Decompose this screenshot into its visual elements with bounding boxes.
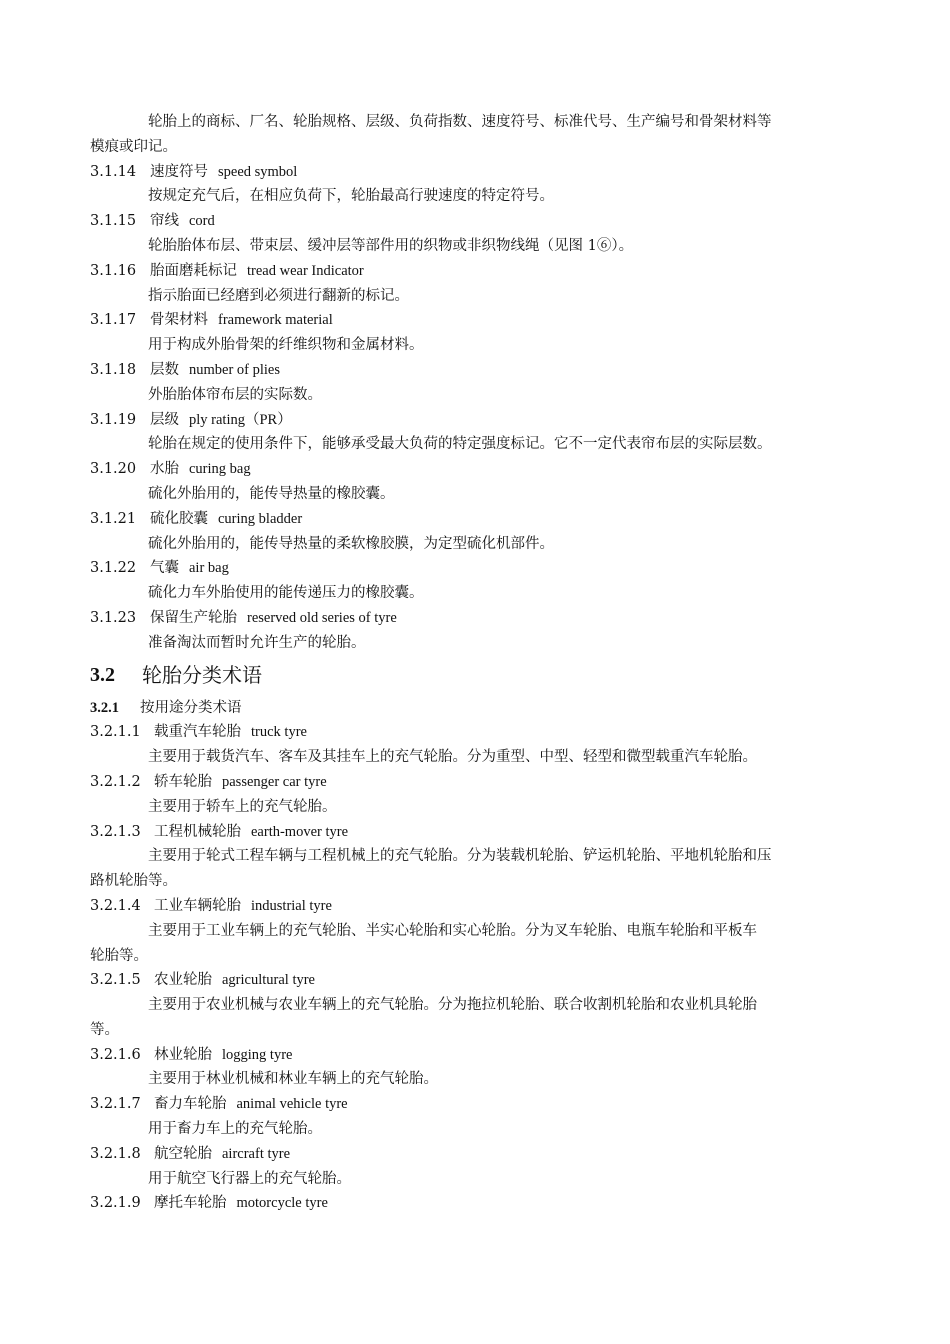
term-heading	[90, 1142, 862, 1167]
term-definition: 外胎胎体帘布层的实际数。	[148, 386, 322, 403]
term-heading	[90, 1043, 862, 1068]
term-definition: 轮胎胎体布层、带束层、缓冲层等部件用的织物或非织物线绳（见图 1⑥）。	[148, 237, 634, 254]
term-definition: 用于航空飞行器上的充气轮胎。	[148, 1170, 351, 1187]
term-definition-continued: 等。	[90, 1021, 119, 1038]
term-number: 3.1.22	[90, 560, 137, 577]
term-definition-continued: 轮胎等。	[90, 947, 148, 964]
term-chinese: 气囊	[150, 560, 179, 577]
intro-line-2: 模痕或印记。	[90, 138, 177, 155]
term-number: 3.1.15	[90, 213, 137, 230]
term-definition: 用于畜力车上的充气轮胎。	[148, 1121, 322, 1138]
term-english: curing bag	[189, 461, 251, 478]
term-english: air bag	[189, 560, 229, 577]
subsection-title: 按用途分类术语	[140, 699, 242, 716]
term-chinese: 骨架材料	[150, 312, 208, 329]
term-number: 3.1.18	[90, 361, 137, 378]
term-english: curing bladder	[218, 510, 303, 527]
term-definition: 主要用于轿车上的充气轮胎。	[148, 798, 337, 815]
term-english: tread wear Indicator	[247, 262, 364, 279]
term-number: 3.2.1.1	[90, 724, 141, 741]
term-number: 3.2.1.8	[90, 1145, 141, 1162]
term-definition: 按规定充气后，在相应负荷下，轮胎最高行驶速度的特定符号。	[148, 188, 554, 205]
term-chinese: 畜力车轮胎	[154, 1096, 227, 1113]
term-number: 3.2.1.3	[90, 823, 141, 840]
term-definition: 准备淘汰而暂时允许生产的轮胎。	[148, 634, 366, 651]
term-heading	[90, 894, 862, 919]
term-number: 3.2.1.5	[90, 972, 141, 989]
term-chinese: 胎面磨耗标记	[150, 262, 237, 279]
term-english: framework material	[218, 312, 333, 329]
term-definition: 主要用于工业车辆上的充气轮胎、半实心轮胎和实心轮胎。分为叉车轮胎、电瓶车轮胎和平板车	[148, 922, 757, 939]
term-heading	[90, 720, 862, 745]
term-number: 3.1.21	[90, 510, 137, 527]
term-definition: 硫化外胎用的，能传导热量的橡胶囊。	[148, 485, 395, 502]
term-heading	[90, 457, 862, 482]
term-english: truck tyre	[251, 724, 307, 741]
term-chinese: 摩托车轮胎	[154, 1195, 227, 1212]
intro-line-1: 轮胎上的商标、厂名、轮胎规格、层级、负荷指数、速度符号、标准代号、生产编号和骨架材料等	[148, 114, 772, 130]
term-english: agricultural tyre	[222, 972, 315, 989]
term-chinese: 工业车辆轮胎	[154, 897, 241, 914]
term-chinese: 保留生产轮胎	[150, 609, 237, 626]
term-chinese: 硫化胶囊	[150, 510, 208, 527]
term-heading	[90, 408, 862, 433]
term-chinese: 林业轮胎	[154, 1046, 212, 1063]
term-definition: 主要用于农业机械与农业车辆上的充气轮胎。分为拖拉机轮胎、联合收割机轮胎和农业机具轮胎	[148, 997, 757, 1014]
subsection-heading-3-2-1	[90, 696, 862, 721]
term-definition: 硫化外胎用的，能传导热量的柔软橡胶膜，为定型硫化机部件。	[148, 535, 554, 552]
term-number: 3.1.20	[90, 461, 137, 478]
term-number: 3.2.1.9	[90, 1195, 141, 1212]
term-definition: 用于构成外胎骨架的纤维织物和金属材料。	[148, 337, 424, 354]
term-heading	[90, 556, 862, 581]
term-chinese: 农业轮胎	[154, 972, 212, 989]
term-chinese: 轿车轮胎	[154, 773, 212, 790]
term-definition: 硫化力车外胎使用的能传递压力的橡胶囊。	[148, 585, 424, 602]
term-heading	[90, 358, 862, 383]
term-english: aircraft tyre	[222, 1145, 291, 1162]
terms-list-3-2-1	[90, 720, 862, 1216]
term-heading	[90, 507, 862, 532]
term-english: logging tyre	[222, 1046, 293, 1063]
terms-list-3-1	[90, 160, 862, 656]
term-heading	[90, 770, 862, 795]
term-chinese: 工程机械轮胎	[154, 823, 241, 840]
term-number: 3.1.23	[90, 609, 137, 626]
term-number: 3.2.1.4	[90, 897, 141, 914]
term-number: 3.2.1.6	[90, 1046, 141, 1063]
term-definition: 指示胎面已经磨到必须进行翻新的标记。	[148, 287, 409, 304]
term-english: motorcycle tyre	[236, 1195, 328, 1212]
term-definition: 轮胎在规定的使用条件下，能够承受最大负荷的特定强度标记。它不一定代表帘布层的实际层数。	[148, 436, 772, 453]
term-chinese: 航空轮胎	[154, 1145, 212, 1162]
term-heading	[90, 308, 862, 333]
subsection-number: 3.2.1	[90, 699, 119, 716]
term-heading	[90, 259, 862, 284]
term-number: 3.2.1.7	[90, 1096, 141, 1113]
term-heading	[90, 820, 862, 845]
term-chinese: 层数	[150, 361, 179, 378]
term-heading	[90, 1191, 862, 1216]
term-english: passenger car tyre	[222, 773, 327, 790]
term-english: number of plies	[189, 361, 281, 378]
term-english: earth-mover tyre	[251, 823, 349, 840]
term-english: cord	[189, 213, 215, 230]
term-number: 3.1.14	[90, 163, 137, 180]
term-number: 3.2.1.2	[90, 773, 141, 790]
term-english: animal vehicle tyre	[236, 1096, 348, 1113]
term-english: speed symbol	[218, 163, 298, 180]
term-heading	[90, 968, 862, 993]
term-heading	[90, 209, 862, 234]
term-chinese: 水胎	[150, 461, 179, 478]
term-number: 3.1.16	[90, 262, 137, 279]
term-heading	[90, 160, 862, 185]
term-chinese: 帘线	[150, 213, 179, 230]
term-chinese: 速度符号	[150, 163, 208, 180]
term-number: 3.1.17	[90, 312, 137, 329]
term-english: ply rating（PR）	[189, 411, 292, 428]
document-body	[90, 110, 862, 1216]
section-number: 3.2	[90, 663, 115, 686]
term-english: reserved old series of tyre	[247, 609, 397, 626]
term-definition-continued: 路机轮胎等。	[90, 873, 177, 890]
term-chinese: 载重汽车轮胎	[154, 724, 241, 741]
term-definition: 主要用于载货汽车、客车及其挂车上的充气轮胎。分为重型、中型、轻型和微型载重汽车轮胎。	[148, 749, 757, 766]
term-definition: 主要用于轮式工程车辆与工程机械上的充气轮胎。分为装载机轮胎、铲运机轮胎、平地机轮胎和压	[148, 848, 772, 865]
term-number: 3.1.19	[90, 411, 137, 428]
term-english: industrial tyre	[251, 897, 332, 914]
term-definition: 主要用于林业机械和林业车辆上的充气轮胎。	[148, 1071, 438, 1088]
section-title: 轮胎分类术语	[142, 662, 262, 687]
term-chinese: 层级	[150, 411, 179, 428]
term-heading	[90, 606, 862, 631]
term-heading	[90, 1092, 862, 1117]
section-heading-3-2	[90, 660, 862, 690]
